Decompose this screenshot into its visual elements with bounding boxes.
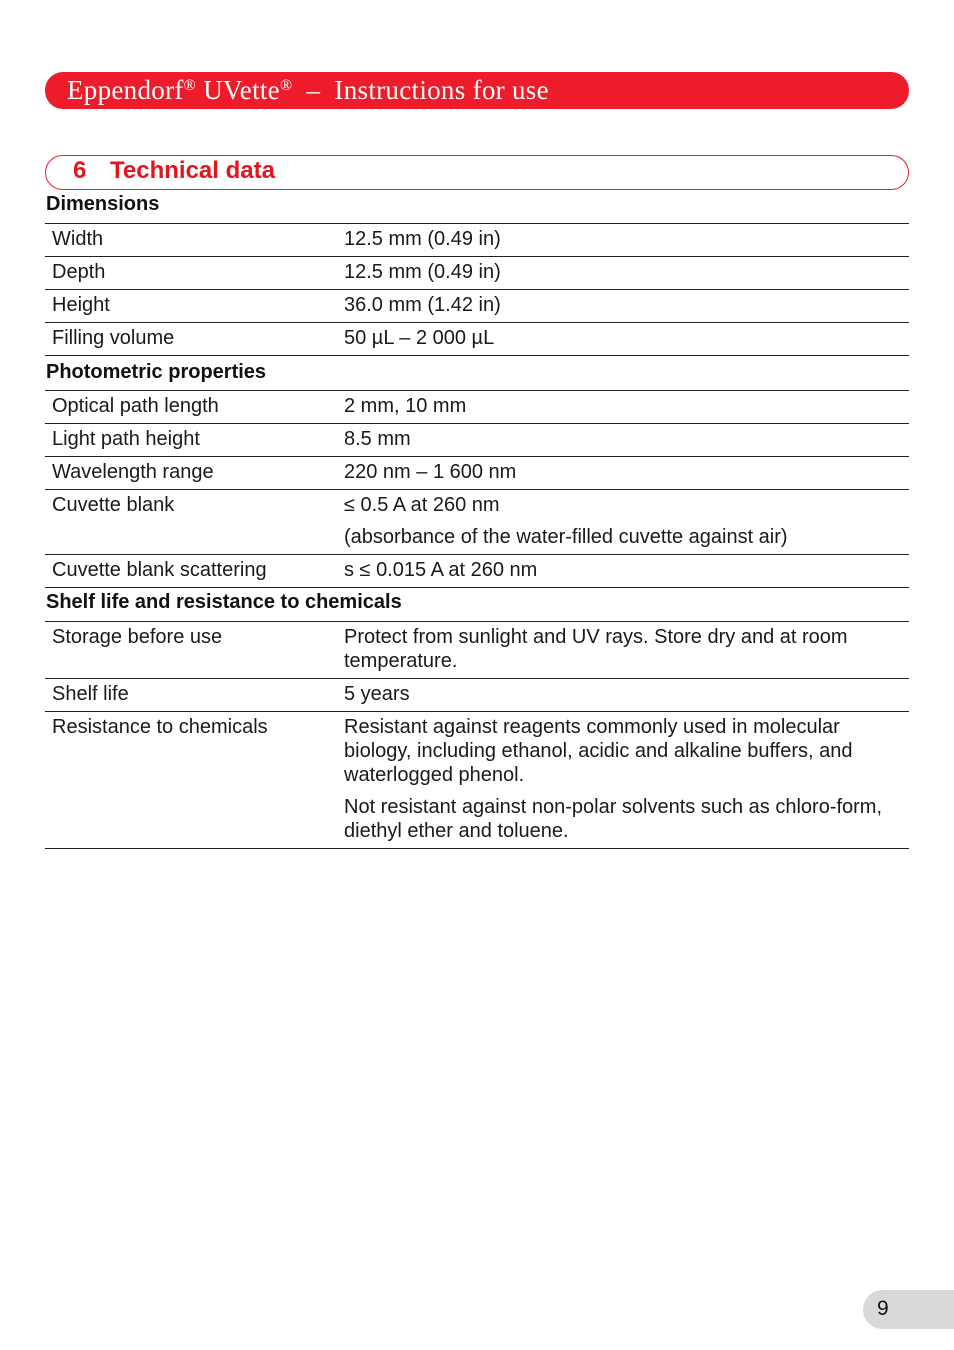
document-title: [67, 75, 549, 106]
row-label: Wavelength range: [45, 457, 344, 490]
photometric-table: [45, 390, 909, 588]
row-value: s ≤ 0.015 A at 260 nm: [344, 555, 909, 588]
group-title-dimensions: Dimensions: [46, 193, 160, 215]
registered-mark: ®: [183, 77, 197, 94]
row-value: 50 µL – 2 000 µL: [344, 323, 909, 356]
row-label: Resistance to chemicals: [45, 712, 344, 849]
row-label: Shelf life: [45, 679, 344, 712]
page-number: 9: [877, 1297, 889, 1320]
section-number: 6: [73, 157, 87, 184]
table-row: [45, 679, 909, 712]
table-row: [45, 224, 909, 257]
title-brand: Eppendorf: [67, 75, 184, 105]
row-value: 220 nm – 1 600 nm: [344, 457, 909, 490]
group-title-shelf-life: Shelf life and resistance to chemicals: [46, 591, 402, 613]
shelf-life-table: [45, 621, 909, 849]
row-label: Light path height: [45, 424, 344, 457]
table-row: [45, 257, 909, 290]
table-row: [45, 457, 909, 490]
row-label: Optical path length: [45, 391, 344, 424]
row-value: 2 mm, 10 mm: [344, 391, 909, 424]
row-value: Resistant against reagents commonly used in molecular biology, including ethanol, acidic and alkaline buffers, and waterlogged phenol. Not resistant against non-polar solvents such as chloro-form, diethyl ether and toluene.: [344, 712, 909, 849]
row-value: 12.5 mm (0.49 in): [344, 257, 909, 290]
table-row: [45, 290, 909, 323]
row-label: Width: [45, 224, 344, 257]
row-label: Depth: [45, 257, 344, 290]
group-title-photometric: Photometric properties: [46, 361, 267, 383]
section-title-text: Technical data: [110, 157, 275, 184]
row-value: Protect from sunlight and UV rays. Store dry and at room temperature.: [344, 622, 909, 679]
table-row: [45, 622, 909, 679]
table-row: [45, 712, 909, 849]
row-label: Filling volume: [45, 323, 344, 356]
row-label: Storage before use: [45, 622, 344, 679]
dimensions-table: [45, 223, 909, 356]
row-label: Cuvette blank scattering: [45, 555, 344, 588]
document-header-bar: [45, 72, 909, 109]
table-row: [45, 555, 909, 588]
table-row: [45, 490, 909, 555]
registered-mark: ®: [279, 77, 293, 94]
row-label: Height: [45, 290, 344, 323]
title-product: UVette: [196, 75, 280, 105]
row-value: 5 years: [344, 679, 909, 712]
table-row: [45, 424, 909, 457]
title-rest: – Instructions for use: [292, 75, 549, 105]
row-value: 36.0 mm (1.42 in): [344, 290, 909, 323]
row-value: ≤ 0.5 A at 260 nm (absorbance of the water-filled cuvette against air): [344, 490, 909, 555]
section-heading: [73, 156, 275, 186]
table-row: [45, 391, 909, 424]
row-value: 8.5 mm: [344, 424, 909, 457]
row-value: 12.5 mm (0.49 in): [344, 224, 909, 257]
table-row: [45, 323, 909, 356]
row-label: Cuvette blank: [45, 490, 344, 555]
